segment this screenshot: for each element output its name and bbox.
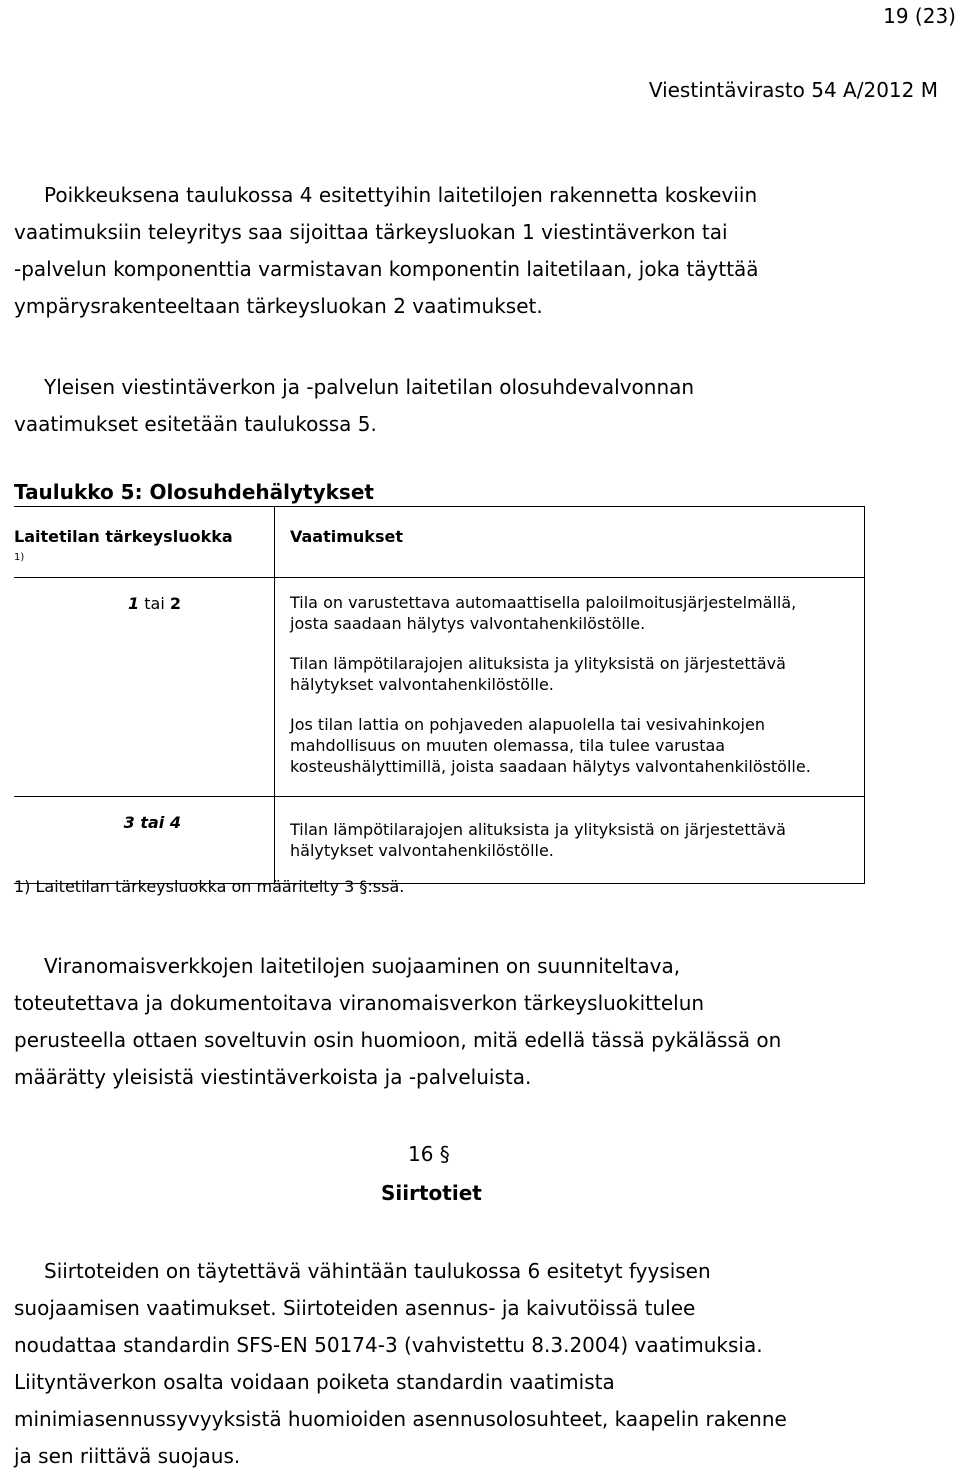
paragraph-transmission-paths <box>14 1253 787 1475</box>
class-cell <box>14 578 275 797</box>
requirements-cell <box>275 797 865 884</box>
text-line: toteutettava ja dokumentoitava viranomaisverkon tärkeysluokittelun <box>14 991 705 1015</box>
table-footnote: 1) Laitetilan tärkeysluokka on määritelty 3 §:ssä. <box>14 877 405 896</box>
text-line: perusteella ottaen soveltuvin osin huomioon, mitä edellä tässä pykälässä on <box>14 1028 782 1052</box>
header-cell-requirements <box>275 507 865 578</box>
class-label-3-4: 3 tai 4 <box>123 813 181 832</box>
requirements-cell <box>275 578 865 797</box>
class-label-1-2: 1 tai 2 <box>128 594 181 613</box>
text-line: vaatimuksiin teleyritys saa sijoittaa tärkeysluokan 1 viestintäverkon tai <box>14 220 728 244</box>
text-line: -palvelun komponenttia varmistavan komponentin laitetilaan, joka täyttää <box>14 257 759 281</box>
table-row <box>14 797 865 884</box>
table-title: Taulukko 5: Olosuhdehälytykset <box>14 480 374 504</box>
text-line: minimiasennussyvyyksistä huomioiden asennusolosuhteet, kaapelin rakenne <box>14 1407 787 1431</box>
header-class-label: Laitetilan tärkeysluokka <box>14 527 233 546</box>
text-line: Siirtoteiden on täytettävä vähintään taulukossa 6 esitetyt fyysisen <box>44 1259 711 1283</box>
section-title: Siirtotiet <box>381 1181 482 1205</box>
text-line: suojaamisen vaatimukset. Siirtoteiden asennus- ja kaivutöissä tulee <box>14 1296 696 1320</box>
text-line: määrätty yleisistä viestintäverkoista ja -palveluista. <box>14 1065 532 1089</box>
document-reference: Viestintävirasto 54 A/2012 M <box>648 78 938 102</box>
paragraph-exception <box>14 177 759 325</box>
paragraph-authority-networks <box>14 948 781 1096</box>
section-number: 16 § <box>408 1142 450 1166</box>
requirements-table <box>14 506 865 884</box>
text-line: Liityntäverkon osalta voidaan poiketa standardin vaatimista <box>14 1370 615 1394</box>
page-number: 19 (23) <box>883 4 956 28</box>
class-cell <box>14 797 275 884</box>
text-line: Yleisen viestintäverkon ja -palvelun laitetilan olosuhdevalvonnan <box>44 375 695 399</box>
text-line: Poikkeuksena taulukossa 4 esitettyihin laitetilojen rakennetta koskeviin <box>44 183 758 207</box>
table-row <box>14 578 865 797</box>
header-cell-class <box>14 507 275 578</box>
requirement-temperature: Tilan lämpötilarajojen alituksista ja ylityksistä on järjestettävä hälytykset valvontahenkilöstölle. <box>290 654 786 694</box>
header-requirements-label: Vaatimukset <box>290 527 403 546</box>
requirement-fire-alarm: Tila on varustettava automaattisella paloilmoitusjärjestelmällä, josta saadaan hälytys valvontahenkilöstölle. <box>290 593 797 633</box>
paragraph-monitoring <box>14 369 694 443</box>
requirement-moisture: Jos tilan lattia on pohjaveden alapuolella tai vesivahinkojen mahdollisuus on muuten olemassa, tila tulee varustaa kosteushälyttimillä, joista saadaan hälytys valvontahenkilöstölle. <box>290 715 811 776</box>
requirement-temperature: Tilan lämpötilarajojen alituksista ja ylityksistä on järjestettävä hälytykset valvontahenkilöstölle. <box>290 820 786 860</box>
text-line: ympärysrakenteeltaan tärkeysluokan 2 vaatimukset. <box>14 294 543 318</box>
text-line: vaatimukset esitetään taulukossa 5. <box>14 412 377 436</box>
text-line: noudattaa standardin SFS-EN 50174-3 (vahvistettu 8.3.2004) vaatimuksia. <box>14 1333 763 1357</box>
table-header-row <box>14 507 865 578</box>
header-footnote-marker: 1) <box>14 552 25 563</box>
text-line: Viranomaisverkkojen laitetilojen suojaaminen on suunniteltava, <box>44 954 681 978</box>
text-line: ja sen riittävä suojaus. <box>14 1444 241 1468</box>
